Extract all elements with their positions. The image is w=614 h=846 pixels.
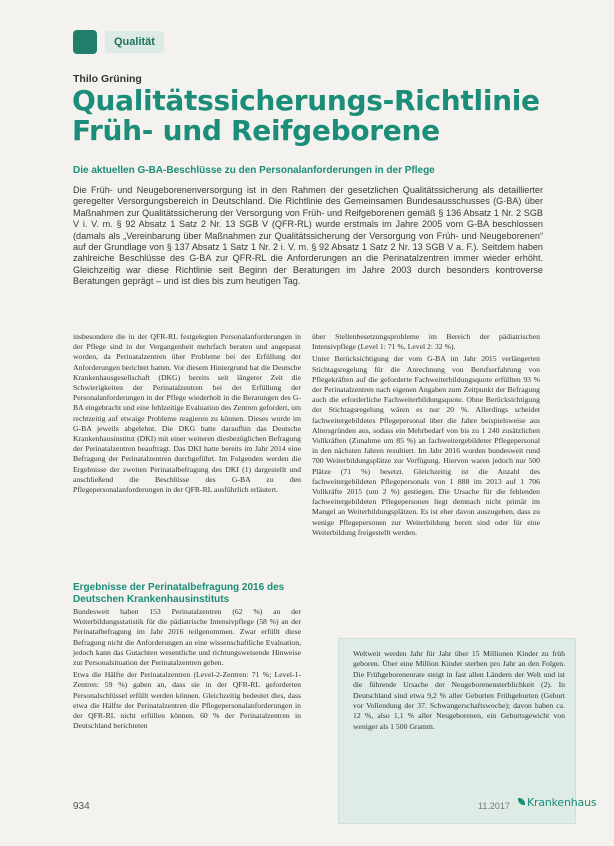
section-heading: Ergebnisse der Perinatalbefragung 2016 des Deutschen Krankenhausinstituts [73, 582, 285, 605]
body-paragraph: Etwa die Hälfte der Perinatalzentren (Level-2-Zentren: 71 %; Level-1-Zentren: 59 %) gaben an, dass sie in der QFR-RL geforderten Personalschlüssel erfüllt werden können. Gleichzeitig bedeutet dies, dass etwa die Hälfte der Perinatalzentren die Pflegepersonalanforderungen in der QFR-RL nicht erfüllen können. 60 % der Perinatalzentren in Deutschland berichteten [73, 670, 301, 731]
magazine-logo-text: Krankenhaus [527, 796, 597, 809]
body-paragraph: insbesondere die in der QFR-RL festgelegten Personalanforderungen in der Pflege sind in der Vergangenheit mehrfach beraten und angepasst worden, da Perinatalzentren über Probleme bei der Erfüllung der Anforderungen berichtet hatten. Vor diesem Hintergrund hat die Deutsche Krankenhausgesellschaft (DKG) bereits seit längerer Zeit die Schwierigkeiten der Perinatalzentren bei der Erfüllung der Personalanforderungen in der Pflege wiederholt in die Beratungen des G-BA eingebracht und eine fehlzeitige Evaluation des Zentren gefordert, um rechtzeitig auf etwaige Probleme reagieren zu können. Dieses wurde im G-BA jeweils abgelehnt. Die DKG hatte daraufhin das Deutsche Krankenhausinstitut (DKI) mit einer weiteren diesbezüglichen Befragung der Perinatalzentren beauftragt. Das DKI hatte bereits im Jahr 2014 eine Befragung der Perinatalzentren durchgeführt. Im Folgenden werden die Ergebnisse der zweiten Perinatalbefragung des DKI (1) dargestellt und anschließend die Beschlüsse des G-BA zu den Pflegepersonalanforderungen in der QFR-RL ausführlich erläutert. [73, 332, 301, 495]
body-paragraph: über Stellenbesetzungsprobleme im Bereich der pädiatrischen Intensivpflege (Level 1: 71 %, Level 2: 32 %). [312, 332, 540, 352]
title-line-1: Qualitätssicherungs-Richtlinie [72, 84, 540, 117]
body-paragraph: Unter Berücksichtigung der vom G-BA im Jahr 2015 verlängerten Stichtagsregelung für die Anrechnung von Berufserfahrung von Pflegekräften auf die geforderte Fachweiterbildungsquote erfüllten 93 % der Perinatalzentren nach eigenen Angaben zum Zeitpunkt der Befragung auch die erforderliche Fachweiterbildungsquote. Ohne Berücksichtigung der Stichtagsregelung wären es nur 20 %. Allerdings scheidet fachweitergebildetes Pflegepersonal über die Jahre beispielsweise aus Altersgründen aus, sodass ein Mehrbedarf von bis zu 1 240 zusätzlichen Vollkräften (Zunahme um 85 %) an fachweitergebildeter Pflegepersonal in den nächsten Jahren resultiert. Im Jahr 2016 wurden bundesweit rund 700 Weiterbildungsplätze zur Verfügung. Hiervon waren jedoch nur 500 Plätze (71 %) besetzt. Gleichzeitig ist die Anzahl des fachweitergebildeten Pflegepersonals von 1 888 im 2013 auf 1 706 Vollkräfte 2015 (um 2 %) gestiegen. Die Ursache für die fehlenden fachweitergebildeten Pflegepersonen liegt demnach nicht primär im Mangel an Weiterbildungsplätzen. Es ist eher davon auszugehen, dass zu wenige Pflegepersonen zur Weiterbildung bereit sind oder für eine Weiterbildung freigestellt werden. [312, 354, 540, 537]
body-column-left-lower [73, 607, 301, 733]
category-badge [73, 30, 164, 54]
article-title [72, 86, 572, 146]
body-paragraph: Bundesweit haben 153 Perinatalzentren (62 %) an der Weiterbildungsstatistik für die pädiatrische Intensivpflege (58 %) an der Perinatalbefragung im Jahr 2016 teilgenommen. Zwar erfüllt diese Befragung nicht die Anforderungen an eine wissenschaftliche Evaluation, jedoch kann das Gutachten wesentliche und richtungsweisende Hinweise zur Personalsituation der Perinatalzentren geben. [73, 607, 301, 668]
category-badge-square [73, 30, 97, 54]
intro-paragraph: Die Früh- und Neugeborenenversorgung ist in den Rahmen der gesetzlichen Qualitätssicherung als detaillierter geregelter Versorgungsbereich in Deutschland. Die Richtlinie des Gemeinsamen Bundesausschusses (G-BA) über Maßnahmen zur Qualitätssicherung der Versorgung von Früh- und Reifgeborenen gemäß § 136 Absatz 1 Nr. 2 SGB V i. V. m. § 92 Absatz 1 Satz 2 Nr. 13 SGB V (QFR-RL) wurde erstmals im Jahre 2005 vom G-BA beschlossen (damals als „Vereinbarung über Maßnahmen zur Qualitätssicherung der Versorgung von Früh- und Neugeborenen“ auf der Grundlage von § 137 Absatz 1 Satz 1 Nr. 2 i. V. m. § 92 Absatz 1 Satz 2 Nr. 13 SGB V a. F.). Seitdem haben zahlreiche Beschlüsse des G-BA zur QFR-RL die Anforderungen an die Perinatalzentren immer wieder erhöht. Gleichzeitig war diese Richtlinie seit Beginn der Beratungen im Jahre 2003 durch besonders kontroverse Beratungen geprägt – und ist dies bis zum heutigen Tag. [73, 185, 543, 287]
leaf-icon [518, 798, 525, 805]
article-subtitle: Die aktuellen G-BA-Beschlüsse zu den Personalanforderungen in der Pflege [73, 165, 435, 176]
issue-label: 11.2017 [478, 801, 510, 811]
body-column-left [73, 332, 301, 497]
page-number: 934 [73, 801, 90, 812]
category-label: Qualität [105, 31, 164, 53]
info-box-text: Weltweit werden Jahr für Jahr über 15 Millionen Kinder zu früh geboren. Über eine Million Kinder sterben pro Jahr an den Folgen. Die Frühgeborenenrate steigt in fast allen Ländern der Welt und ist die führende Ursache der Neugeborenensterblichkeit (2). In Deutschland sind etwa 9,2 % aller Geburten Frühgeburten (Geburt vor Vollendung der 37. Schwangerschaftswoche); davon haben ca. 12 %, also 1,1 % aller Neugeborenen, ein Geburtsgewicht von weniger als 1 500 Gramm. [353, 649, 565, 731]
magazine-logo [518, 796, 596, 809]
title-line-2: Früh- und Reifgeborene [72, 114, 440, 147]
author-name: Thilo Grüning [73, 73, 142, 85]
body-column-right [312, 332, 540, 540]
